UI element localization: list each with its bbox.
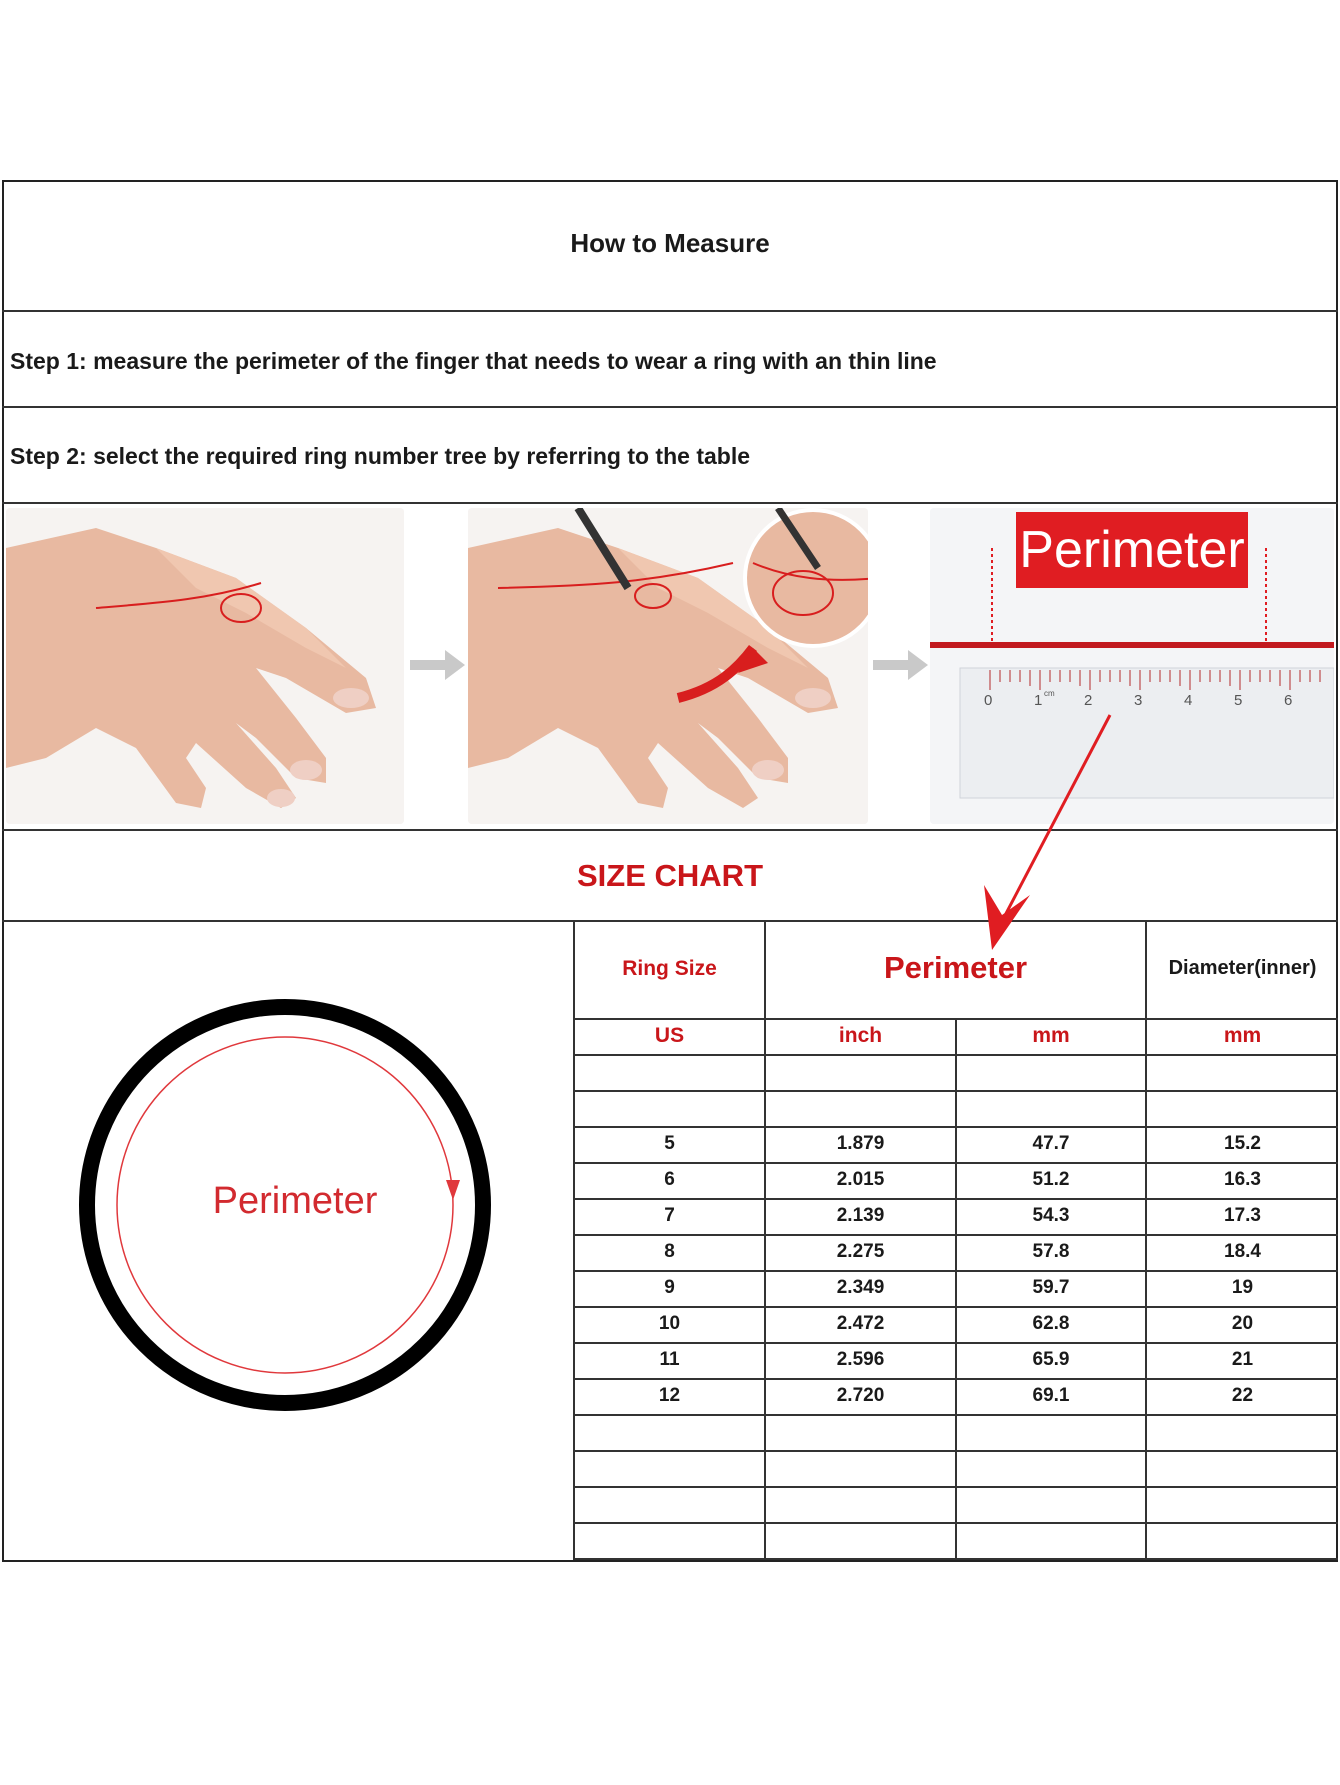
table-cell: 15.2 [1224, 1133, 1261, 1154]
table-cell: 17.3 [1224, 1205, 1261, 1226]
table-cell: 2.349 [836, 1277, 885, 1298]
step-2-text: Step 2: select the required ring number tree by referring to the table [10, 443, 750, 469]
table-line [573, 1162, 1338, 1164]
divider [2, 920, 1338, 922]
arrow-right-icon [873, 650, 928, 680]
size-chart-title: SIZE CHART [577, 858, 763, 893]
ruler-tick: 5 [1234, 692, 1243, 709]
table-line [573, 1270, 1338, 1272]
table-cell: 2.015 [836, 1169, 885, 1190]
table-line [573, 1450, 1338, 1452]
table-cell: 5 [664, 1133, 675, 1154]
table-cell: 6 [664, 1169, 675, 1190]
header-ring-size: Ring Size [622, 957, 717, 980]
table-line [573, 1054, 1338, 1056]
table-line [573, 1306, 1338, 1308]
subheader-mm: mm [1032, 1024, 1070, 1047]
subheader-mm: mm [1223, 1024, 1262, 1047]
ruler-tick: 2 [1084, 692, 1093, 709]
table-cell: 62.8 [1032, 1313, 1070, 1334]
table-line [573, 1558, 1338, 1560]
table-cell: 2.472 [836, 1313, 885, 1334]
table-cell: 20 [1231, 1313, 1254, 1334]
header-perimeter: Perimeter [883, 950, 1028, 985]
table-cell: 19 [1231, 1277, 1254, 1298]
table-line [573, 1342, 1338, 1344]
table-cell: 16.3 [1224, 1169, 1261, 1190]
table-line [573, 1018, 1338, 1020]
hand-photo-2 [468, 508, 868, 824]
table-cell: 69.1 [1032, 1385, 1070, 1406]
subheader-us: US [654, 1024, 685, 1047]
table-cell: 18.4 [1224, 1241, 1261, 1262]
red-pointer-arrow-icon [980, 710, 1120, 960]
ruler-tick: 3 [1134, 692, 1143, 709]
table-line [573, 1486, 1338, 1488]
table-cell: 2.139 [836, 1205, 885, 1226]
table-cell: 65.9 [1032, 1349, 1070, 1370]
divider [2, 829, 1338, 831]
table-line [573, 1522, 1338, 1524]
header-diameter: Diameter(inner) [1168, 957, 1317, 979]
divider [2, 406, 1338, 408]
table-line [573, 1414, 1338, 1416]
ruler-unit: cm [1044, 689, 1055, 698]
table-line [573, 1198, 1338, 1200]
table-line [573, 1378, 1338, 1380]
table-cell: 21 [1231, 1349, 1254, 1370]
ruler-tick: 6 [1284, 692, 1293, 709]
table-cell: 59.7 [1032, 1277, 1070, 1298]
table-line [764, 920, 766, 1560]
table-cell: 12 [658, 1385, 681, 1406]
page-title: How to Measure [570, 228, 770, 258]
table-line [1145, 920, 1147, 1560]
table-cell: 8 [664, 1241, 675, 1262]
table-cell: 2.275 [836, 1241, 885, 1262]
table-line [573, 1126, 1338, 1128]
arrow-right-icon [410, 650, 465, 680]
perimeter-tag: Perimeter [1016, 512, 1248, 588]
hand-photo-1 [6, 508, 404, 824]
table-cell: 22 [1231, 1385, 1254, 1406]
table-cell: 11 [659, 1349, 680, 1370]
circle-perimeter-label: Perimeter [212, 1180, 378, 1222]
table-cell: 57.8 [1032, 1241, 1070, 1262]
table-cell: 1.879 [836, 1133, 885, 1154]
table-cell: 2.596 [836, 1349, 885, 1370]
divider [2, 502, 1338, 504]
table-cell: 47.7 [1032, 1133, 1070, 1154]
table-cell: 51.2 [1032, 1169, 1070, 1190]
table-cell: 10 [658, 1313, 681, 1334]
table-line [573, 920, 575, 1560]
subheader-inch: inch [838, 1024, 883, 1047]
table-line [573, 1090, 1338, 1092]
ruler-tick: 0 [984, 692, 993, 709]
step-1-text: Step 1: measure the perimeter of the finger that needs to wear a ring with an thin line [10, 348, 937, 374]
divider [2, 310, 1338, 312]
table-cell: 2.720 [836, 1385, 885, 1406]
table-cell: 9 [664, 1277, 675, 1298]
table-cell: 54.3 [1032, 1205, 1070, 1226]
table-cell: 7 [664, 1205, 675, 1226]
table-line [573, 1234, 1338, 1236]
ruler-tick: 1 [1034, 692, 1043, 709]
ruler-tick: 4 [1184, 692, 1193, 709]
